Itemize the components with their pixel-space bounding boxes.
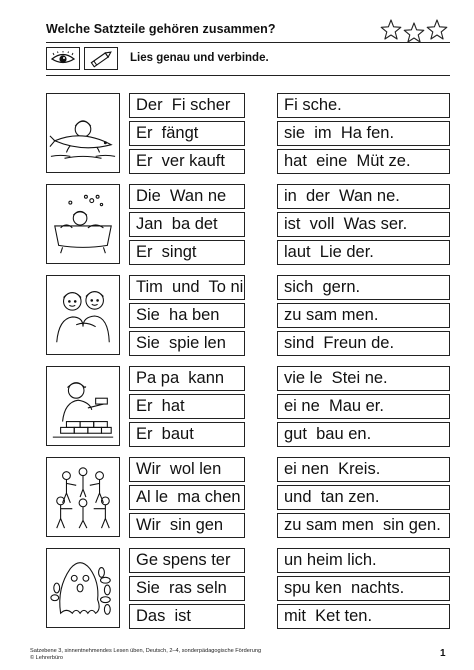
page-title: Welche Satzteile gehören zusammen? (46, 22, 276, 36)
star-outline-icon (427, 20, 447, 39)
sentence-start: Jan ba det (129, 212, 245, 237)
sentence-end: sich gern. (277, 275, 450, 300)
instruction-divider (46, 75, 450, 76)
instruction-text: Lies genau und verbinde. (130, 52, 269, 64)
sentence-end: vie le Stei ne. (277, 366, 450, 391)
sentence-end: ist voll Was ser. (277, 212, 450, 237)
star-outline-icon (381, 20, 401, 39)
sentence-start: Er hat (129, 394, 245, 419)
sentence-end: laut Lie der. (277, 240, 450, 265)
sentence-start: Sie ras seln (129, 576, 245, 601)
footer-line: Satzebene 3, sinnentnehmendes Lesen üben, Deutsch, 2–4, sonderpädagogische Förderung (30, 648, 262, 654)
sentence-end: in der Wan ne. (277, 184, 450, 209)
boy-holding-fish-illustration (46, 93, 120, 173)
sentence-end: mit Ket ten. (277, 604, 450, 629)
sentence-end: Fi sche. (277, 93, 450, 118)
sentence-start: Die Wan ne (129, 184, 245, 209)
sentence-start: Wir sin gen (129, 513, 245, 538)
sentence-start: Das ist (129, 604, 245, 629)
child-in-bathtub-illustration (46, 184, 120, 264)
sentence-start: Sie ha ben (129, 303, 245, 328)
sentence-end: hat eine Müt ze. (277, 149, 450, 174)
sentence-start: Pa pa kann (129, 366, 245, 391)
footer-copyright: © Lehrerbüro (30, 655, 64, 661)
sentence-end: ei nen Kreis. (277, 457, 450, 482)
sentence-start: Tim und To ni (129, 275, 245, 300)
sentence-start: Er ver kauft (129, 149, 245, 174)
sentence-start: Wir wol len (129, 457, 245, 482)
ghost-with-chain-illustration (46, 548, 120, 628)
sentence-start: Er fängt (129, 121, 245, 146)
sentence-end: zu sam men sin gen. (277, 513, 450, 538)
pencil-icon (84, 47, 118, 70)
sentence-start: Er singt (129, 240, 245, 265)
page-number: 1 (440, 648, 446, 659)
children-dancing-circle-illustration (46, 457, 120, 537)
footer-text (30, 648, 261, 662)
sentence-start: Er baut (129, 422, 245, 447)
two-boys-illustration (46, 275, 120, 355)
sentence-end: und tan zen. (277, 485, 450, 510)
sentence-start: Der Fi scher (129, 93, 245, 118)
sentence-end: sie im Ha fen. (277, 121, 450, 146)
sentence-start: Ge spens ter (129, 548, 245, 573)
sentence-end: spu ken nachts. (277, 576, 450, 601)
sentence-end: zu sam men. (277, 303, 450, 328)
sentence-start: Al le ma chen (129, 485, 245, 510)
eye-icon (46, 47, 80, 70)
difficulty-stars (380, 18, 450, 44)
star-outline-icon (404, 23, 424, 42)
sentence-end: sind Freun de. (277, 331, 450, 356)
sentence-start: Sie spie len (129, 331, 245, 356)
bricklayer-illustration (46, 366, 120, 446)
sentence-end: un heim lich. (277, 548, 450, 573)
header-divider (46, 42, 450, 43)
sentence-end: gut bau en. (277, 422, 450, 447)
sentence-end: ei ne Mau er. (277, 394, 450, 419)
